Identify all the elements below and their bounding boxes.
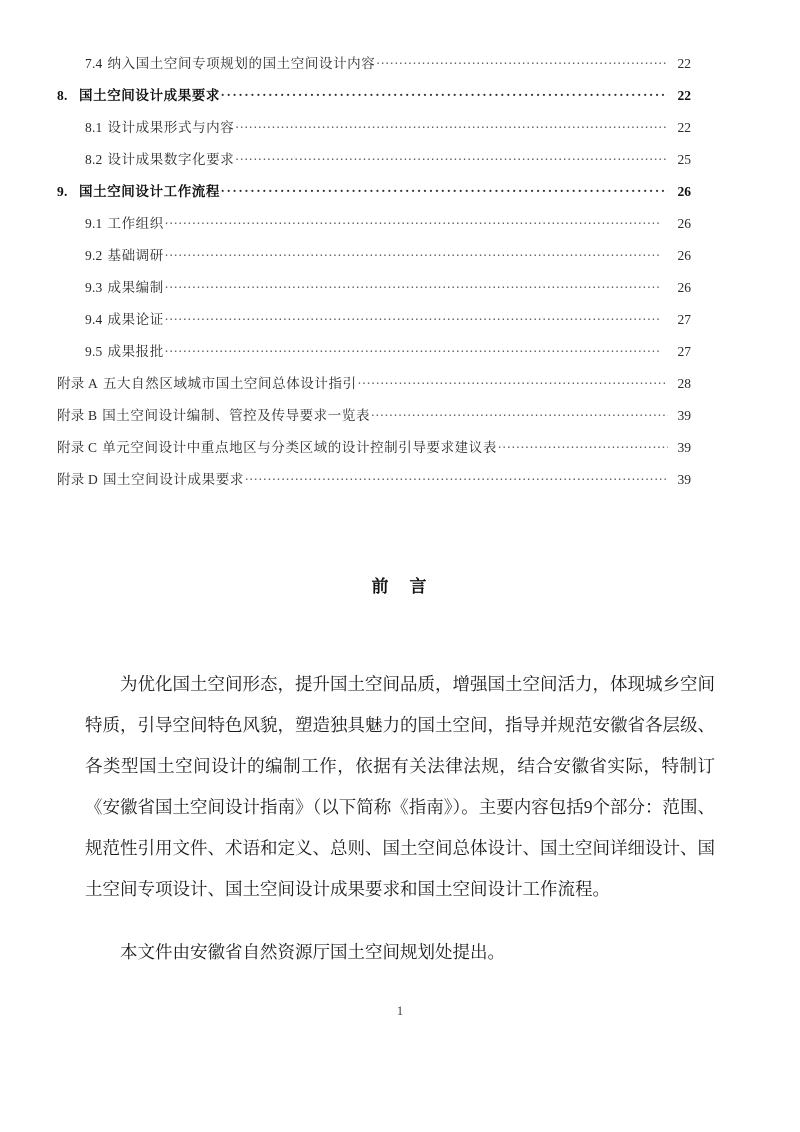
toc-entry[interactable] [57, 436, 691, 468]
toc-entry-title: 设计成果数字化要求 [107, 152, 235, 167]
toc-entry[interactable] [57, 116, 691, 148]
toc-entry[interactable] [57, 84, 691, 116]
toc-dot-leader [235, 151, 668, 165]
toc-entry-page-number: 39 [677, 440, 691, 455]
toc-dot-leader [376, 55, 668, 69]
toc-entry-number: 7.4 [85, 56, 103, 71]
toc-entry-number: 附录 B [57, 408, 98, 423]
toc-entry-number: 附录 C [57, 440, 98, 455]
toc-dot-leader [235, 119, 668, 133]
toc-dot-leader [358, 375, 668, 389]
toc-entry-page-number: 26 [677, 248, 691, 263]
toc-entry-page-number: 22 [677, 56, 691, 71]
toc-entry-page-number: 39 [677, 472, 691, 487]
toc-dot-leader [498, 439, 668, 453]
toc-entry-number: 8.1 [85, 120, 103, 135]
toc-entry-title: 国土空间设计成果要求 [102, 472, 244, 487]
toc-entry-page-number: 26 [677, 184, 691, 199]
toc-entry[interactable] [57, 340, 691, 372]
toc-entry-number: 9.2 [85, 248, 103, 263]
toc-entry-title: 五大自然区域城市国土空间总体设计指引 [102, 376, 357, 391]
toc-entry-page-number: 39 [677, 408, 691, 423]
toc-dot-leader [221, 87, 668, 101]
page-number: 1 [396, 1003, 404, 1018]
toc-entry-number: 9.5 [85, 344, 103, 359]
toc-entry-page-number: 26 [677, 280, 691, 295]
toc-entry-page-number: 27 [677, 344, 691, 359]
toc-dot-leader [165, 247, 668, 261]
toc-entry[interactable] [57, 468, 691, 500]
toc-entry-page-number: 28 [677, 376, 691, 391]
toc-entry-page-number: 22 [677, 120, 691, 135]
toc-entry-page-number: 27 [677, 312, 691, 327]
toc-dot-leader [165, 343, 668, 357]
toc-entry[interactable] [57, 372, 691, 404]
toc-dot-leader [221, 183, 668, 197]
toc-entry-number: 附录 D [57, 472, 98, 487]
toc-entry-number: 8.2 [85, 152, 103, 167]
toc-entry-number: 9.1 [85, 216, 103, 231]
toc-dot-leader [371, 407, 668, 421]
toc-entry-page-number: 26 [677, 216, 691, 231]
toc-entry[interactable] [57, 404, 691, 436]
toc-entry-page-number: 22 [677, 88, 691, 103]
toc-entry-title: 工作组织 [107, 216, 164, 231]
toc-entry-title: 成果编制 [107, 280, 164, 295]
toc-entry-title: 成果论证 [107, 312, 164, 327]
toc-entry-number: 8. [57, 88, 68, 103]
table-of-contents [57, 52, 691, 500]
toc-entry[interactable] [57, 52, 691, 84]
toc-entry[interactable] [57, 148, 691, 180]
preface-paragraph: 本文件由安徽省自然资源厅国土空间规划处提出。 [120, 942, 505, 962]
toc-entry-number: 9.4 [85, 312, 103, 327]
toc-dot-leader [165, 311, 668, 325]
toc-entry[interactable] [57, 180, 691, 212]
toc-entry-title: 国土空间设计成果要求 [79, 88, 220, 103]
toc-entry-number: 附录 A [57, 376, 98, 391]
toc-entry-page-number: 25 [677, 152, 691, 167]
toc-dot-leader [165, 279, 668, 293]
toc-entry-title: 纳入国土空间专项规划的国土空间设计内容 [107, 56, 376, 71]
preface-body [85, 664, 715, 973]
preface-heading: 前 言 [371, 577, 429, 596]
toc-entry[interactable] [57, 244, 691, 276]
toc-entry[interactable] [57, 308, 691, 340]
preface-paragraph: 为优化国土空间形态，提升国土空间品质，增强国土空间活力，体现城乡空间特质，引导空间特色风貌，塑造独具魅力的国土空间，指导并规范安徽省各层级、各类型国土空间设计的编制工作，依据有关法律法规，结合安徽省实际，特制订《安徽省国土空间设计指南》（以下简称《指南》）。主要内容包括9个部分：范围、规范性引用文件、术语和定义、总则、国土空间总体设计、国土空间详细设计、国土空间专项设计、国土空间设计成果要求和国土空间设计工作流程。 [85, 674, 715, 899]
toc-entry[interactable] [57, 276, 691, 308]
toc-entry-title: 国土空间设计编制、管控及传导要求一览表 [102, 408, 371, 423]
toc-entry[interactable] [57, 212, 691, 244]
toc-dot-leader [165, 215, 668, 229]
toc-dot-leader [245, 471, 668, 485]
toc-entry-number: 9.3 [85, 280, 103, 295]
toc-entry-title: 国土空间设计工作流程 [79, 184, 220, 199]
toc-entry-title: 成果报批 [107, 344, 164, 359]
toc-entry-title: 基础调研 [107, 248, 164, 263]
toc-entry-title: 设计成果形式与内容 [107, 120, 235, 135]
toc-entry-number: 9. [57, 184, 68, 199]
toc-entry-title: 单元空间设计中重点地区与分类区域的设计控制引导要求建议表 [102, 440, 497, 455]
